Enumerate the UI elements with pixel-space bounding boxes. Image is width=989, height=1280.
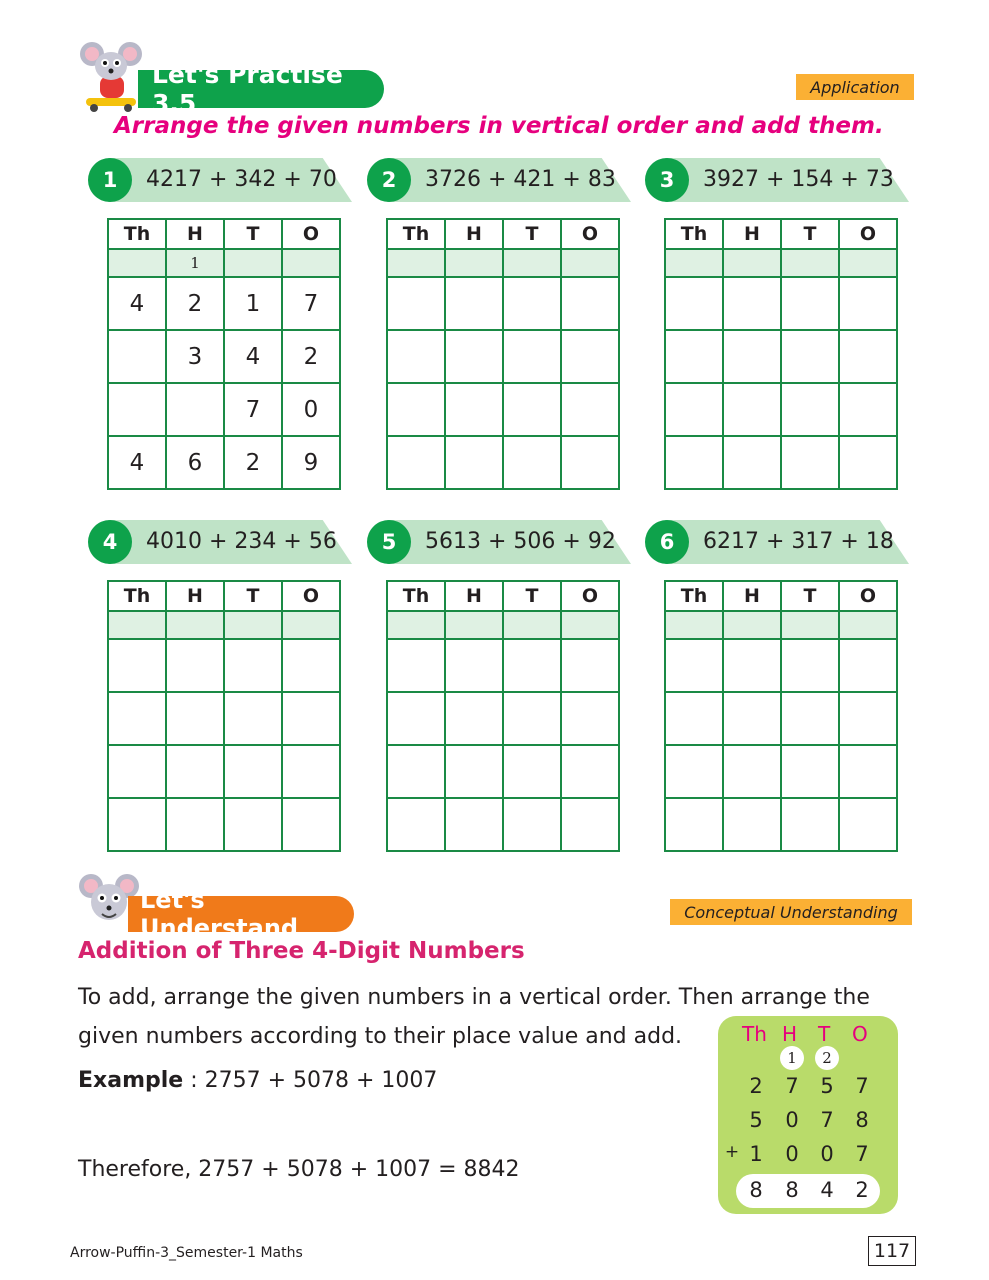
answer-cell[interactable] <box>561 798 619 851</box>
answer-cell[interactable] <box>839 277 897 330</box>
carry-cell[interactable] <box>665 249 723 277</box>
conceptual-understanding-label: Conceptual Understanding <box>684 902 898 922</box>
carry-row <box>108 249 340 277</box>
result-digit: 4 <box>820 1178 834 1202</box>
digit-cell: 2 <box>282 330 340 383</box>
digit-cell: 6 <box>166 436 224 489</box>
example-digit: 5 <box>749 1108 763 1132</box>
problem-number-badge: 1 <box>88 158 132 202</box>
header-thousands: Th <box>387 581 445 611</box>
instruction-text: Arrange the given numbers in vertical order and add them. <box>114 113 884 139</box>
header-hundreds: H <box>445 219 503 249</box>
answer-cell[interactable] <box>503 383 561 436</box>
answer-cell[interactable] <box>503 798 561 851</box>
plus-sign: + <box>724 1142 740 1162</box>
header-hundreds: H <box>723 219 781 249</box>
problem-4-header <box>88 520 350 564</box>
problem-expression: 4217 + 342 + 70 <box>146 167 337 192</box>
explanation-line-2: given numbers according to their place value and add. <box>78 1024 683 1049</box>
answer-cell[interactable] <box>166 639 224 692</box>
answer-cell[interactable] <box>781 798 839 851</box>
carry-cell[interactable] <box>503 611 561 639</box>
example-header-hundreds: H <box>782 1022 798 1046</box>
answer-cell[interactable] <box>224 798 282 851</box>
answer-cell[interactable] <box>665 436 723 489</box>
example-digit: 7 <box>820 1108 834 1132</box>
answer-cell[interactable] <box>282 639 340 692</box>
answer-cell[interactable] <box>282 692 340 745</box>
example-digit: 7 <box>855 1074 869 1098</box>
header-hundreds: H <box>445 581 503 611</box>
example-carry: 1 <box>780 1046 804 1070</box>
place-value-table-6 <box>664 580 898 852</box>
carry-cell: 1 <box>166 249 224 277</box>
worked-example-box <box>718 1016 898 1214</box>
carry-cell[interactable] <box>781 611 839 639</box>
header-ones: O <box>561 581 619 611</box>
header-ones: O <box>839 581 897 611</box>
answer-cell[interactable] <box>781 436 839 489</box>
example-header-ones: O <box>852 1022 868 1046</box>
answer-cell[interactable] <box>108 745 166 798</box>
answer-cell[interactable] <box>387 383 445 436</box>
carry-cell <box>224 249 282 277</box>
example-header-tens: T <box>818 1022 831 1046</box>
header-hundreds: H <box>166 219 224 249</box>
answer-cell[interactable] <box>665 330 723 383</box>
section-heading: Addition of Three 4-Digit Numbers <box>78 938 525 964</box>
answer-cell[interactable] <box>282 745 340 798</box>
answer-cell[interactable] <box>665 277 723 330</box>
answer-cell[interactable] <box>781 383 839 436</box>
example-digit: 5 <box>820 1074 834 1098</box>
problem-expression: 6217 + 317 + 18 <box>703 529 894 554</box>
answer-cell[interactable] <box>503 639 561 692</box>
answer-cell[interactable] <box>282 798 340 851</box>
answer-cell[interactable] <box>108 798 166 851</box>
answer-cell[interactable] <box>387 277 445 330</box>
conclusion-line: Therefore, 2757 + 5078 + 1007 = 8842 <box>78 1157 520 1182</box>
answer-cell[interactable] <box>561 383 619 436</box>
result-digit: 2 <box>855 1178 869 1202</box>
answer-cell[interactable] <box>503 277 561 330</box>
answer-cell[interactable] <box>839 383 897 436</box>
header-tens: T <box>503 219 561 249</box>
header-tens: T <box>781 581 839 611</box>
header-tens: T <box>781 219 839 249</box>
lets-understand-title: Let's Understand <box>140 886 299 942</box>
answer-cell[interactable] <box>561 692 619 745</box>
place-value-table-5 <box>386 580 620 852</box>
answer-cell[interactable] <box>781 277 839 330</box>
digit-cell: 2 <box>166 277 224 330</box>
carry-cell[interactable] <box>282 611 340 639</box>
carry-cell[interactable] <box>445 249 503 277</box>
carry-cell[interactable] <box>781 249 839 277</box>
answer-cell[interactable] <box>503 436 561 489</box>
answer-cell[interactable] <box>839 798 897 851</box>
lets-understand-banner <box>128 886 354 942</box>
header-hundreds: H <box>723 581 781 611</box>
problem-2-header <box>367 158 629 202</box>
digit-cell <box>108 383 166 436</box>
problem-1-header <box>88 158 350 202</box>
example-carry: 2 <box>815 1046 839 1070</box>
digit-cell: 7 <box>282 277 340 330</box>
problem-expression: 5613 + 506 + 92 <box>425 529 616 554</box>
header-tens: T <box>224 219 282 249</box>
digit-cell: 4 <box>224 330 282 383</box>
place-value-table-1 <box>107 218 341 490</box>
digit-cell: 2 <box>224 436 282 489</box>
book-footer: Arrow-Puffin-3_Semester-1 Maths <box>70 1245 303 1261</box>
answer-cell[interactable] <box>781 639 839 692</box>
header-hundreds: H <box>166 581 224 611</box>
table-row <box>108 383 340 436</box>
carry-cell[interactable] <box>665 611 723 639</box>
answer-cell[interactable] <box>839 745 897 798</box>
example-expression: : 2757 + 5078 + 1007 <box>183 1068 438 1093</box>
problem-number-badge: 5 <box>367 520 411 564</box>
carry-cell <box>108 249 166 277</box>
place-value-table-3 <box>664 218 898 490</box>
answer-cell[interactable] <box>839 330 897 383</box>
digit-cell <box>166 383 224 436</box>
answer-cell[interactable] <box>561 436 619 489</box>
answer-cell[interactable] <box>108 639 166 692</box>
answer-cell[interactable] <box>503 745 561 798</box>
answer-cell[interactable] <box>387 436 445 489</box>
problem-5-header <box>367 520 629 564</box>
carry-cell[interactable] <box>387 249 445 277</box>
application-tag-label: Application <box>810 77 900 97</box>
application-tag <box>796 74 914 100</box>
header-tens: T <box>503 581 561 611</box>
carry-cell[interactable] <box>166 611 224 639</box>
answer-cell[interactable] <box>445 330 503 383</box>
problem-expression: 3927 + 154 + 73 <box>703 167 894 192</box>
example-digit: 7 <box>785 1074 799 1098</box>
example-digit: 2 <box>749 1074 763 1098</box>
answer-cell[interactable] <box>839 639 897 692</box>
header-ones: O <box>282 219 340 249</box>
example-label: Example <box>78 1068 184 1093</box>
answer-cell[interactable] <box>166 745 224 798</box>
lets-practise-banner <box>138 60 384 118</box>
answer-cell[interactable] <box>108 692 166 745</box>
answer-cell[interactable] <box>166 798 224 851</box>
digit-cell: 9 <box>282 436 340 489</box>
mouse-mascot-icon <box>78 40 146 112</box>
digit-cell: 4 <box>108 436 166 489</box>
answer-cell[interactable] <box>723 436 781 489</box>
digit-cell: 7 <box>224 383 282 436</box>
answer-cell[interactable] <box>561 330 619 383</box>
answer-cell[interactable] <box>387 745 445 798</box>
example-digit: 0 <box>785 1142 799 1166</box>
problem-expression: 4010 + 234 + 56 <box>146 529 337 554</box>
place-value-table-2 <box>386 218 620 490</box>
answer-cell[interactable] <box>503 692 561 745</box>
answer-cell[interactable] <box>561 745 619 798</box>
answer-cell[interactable] <box>503 330 561 383</box>
problem-number-badge: 6 <box>645 520 689 564</box>
problem-expression: 3726 + 421 + 83 <box>425 167 616 192</box>
table-row <box>108 436 340 489</box>
carry-cell[interactable] <box>839 249 897 277</box>
answer-cell[interactable] <box>387 639 445 692</box>
answer-cell[interactable] <box>387 330 445 383</box>
answer-cell[interactable] <box>839 436 897 489</box>
answer-cell[interactable] <box>665 383 723 436</box>
digit-cell: 1 <box>224 277 282 330</box>
example-digit: 1 <box>749 1142 763 1166</box>
answer-cell[interactable] <box>839 692 897 745</box>
answer-cell[interactable] <box>445 383 503 436</box>
problem-number-badge: 4 <box>88 520 132 564</box>
answer-cell[interactable] <box>387 798 445 851</box>
answer-cell[interactable] <box>723 330 781 383</box>
digit-cell: 3 <box>166 330 224 383</box>
page-number: 117 <box>868 1236 916 1266</box>
answer-cell[interactable] <box>561 277 619 330</box>
example-digit: 0 <box>820 1142 834 1166</box>
header-thousands: Th <box>108 219 166 249</box>
answer-cell[interactable] <box>224 639 282 692</box>
carry-cell[interactable] <box>561 611 619 639</box>
answer-cell[interactable] <box>723 277 781 330</box>
example-digit: 0 <box>785 1108 799 1132</box>
answer-cell[interactable] <box>561 639 619 692</box>
carry-cell[interactable] <box>839 611 897 639</box>
header-thousands: Th <box>665 219 723 249</box>
header-ones: O <box>839 219 897 249</box>
answer-cell[interactable] <box>665 745 723 798</box>
digit-cell: 0 <box>282 383 340 436</box>
header-ones: O <box>282 581 340 611</box>
answer-cell[interactable] <box>665 798 723 851</box>
answer-cell[interactable] <box>445 798 503 851</box>
carry-cell <box>282 249 340 277</box>
example-header-thousands: Th <box>742 1022 767 1046</box>
header-tens: T <box>224 581 282 611</box>
carry-cell[interactable] <box>723 249 781 277</box>
problem-number-badge: 2 <box>367 158 411 202</box>
header-thousands: Th <box>108 581 166 611</box>
answer-cell[interactable] <box>445 277 503 330</box>
table-row <box>108 330 340 383</box>
answer-cell[interactable] <box>224 692 282 745</box>
answer-cell[interactable] <box>723 798 781 851</box>
table-row <box>108 277 340 330</box>
carry-cell[interactable] <box>387 611 445 639</box>
problem-6-header <box>645 520 907 564</box>
answer-cell[interactable] <box>781 692 839 745</box>
answer-cell[interactable] <box>224 745 282 798</box>
answer-cell[interactable] <box>445 745 503 798</box>
answer-cell[interactable] <box>665 692 723 745</box>
carry-cell[interactable] <box>561 249 619 277</box>
example-digit: 7 <box>855 1142 869 1166</box>
result-digit: 8 <box>749 1178 763 1202</box>
answer-cell[interactable] <box>387 692 445 745</box>
carry-cell[interactable] <box>224 611 282 639</box>
carry-cell[interactable] <box>503 249 561 277</box>
carry-cell[interactable] <box>108 611 166 639</box>
header-ones: O <box>561 219 619 249</box>
answer-cell[interactable] <box>781 745 839 798</box>
answer-cell[interactable] <box>166 692 224 745</box>
problem-number-badge: 3 <box>645 158 689 202</box>
answer-cell[interactable] <box>723 383 781 436</box>
explanation-line-1: To add, arrange the given numbers in a vertical order. Then arrange the <box>78 985 870 1010</box>
problem-3-header <box>645 158 907 202</box>
place-value-table-4 <box>107 580 341 852</box>
carry-cell[interactable] <box>723 611 781 639</box>
digit-cell: 4 <box>108 277 166 330</box>
answer-cell[interactable] <box>723 692 781 745</box>
example-digit: 8 <box>855 1108 869 1132</box>
example-line <box>78 1068 437 1093</box>
lets-practise-title: Let's Practise 3.5 <box>152 60 343 118</box>
answer-cell[interactable] <box>445 639 503 692</box>
header-thousands: Th <box>665 581 723 611</box>
header-thousands: Th <box>387 219 445 249</box>
carry-cell[interactable] <box>445 611 503 639</box>
digit-cell <box>108 330 166 383</box>
answer-cell[interactable] <box>723 639 781 692</box>
conceptual-understanding-tag <box>670 899 912 925</box>
answer-cell[interactable] <box>445 692 503 745</box>
answer-cell[interactable] <box>781 330 839 383</box>
answer-cell[interactable] <box>665 639 723 692</box>
result-digit: 8 <box>785 1178 799 1202</box>
answer-cell[interactable] <box>445 436 503 489</box>
answer-cell[interactable] <box>723 745 781 798</box>
